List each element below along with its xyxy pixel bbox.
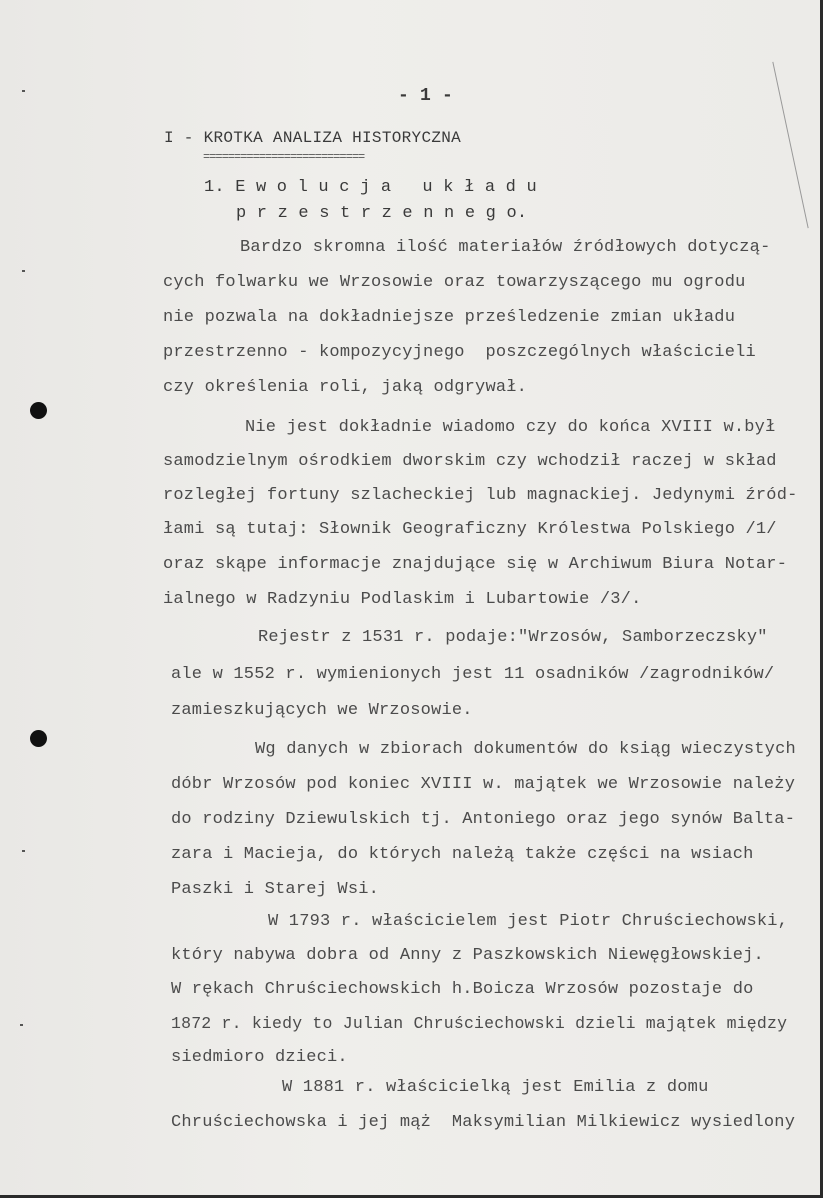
body-text-line: ale w 1552 r. wymienionych jest 11 osadników /zagrodników/ (171, 665, 775, 684)
body-text-line: Bardzo skromna ilość materiałów źródłowych dotyczą- (240, 238, 771, 257)
body-text-line: który nabywa dobra od Anny z Paszkowskich Niewęgłowskiej. (171, 946, 764, 965)
binder-hole-top (30, 402, 47, 419)
body-text-line: 1872 r. kiedy to Julian Chruściechowski dzieli majątek między (171, 1014, 788, 1033)
margin-mark (22, 850, 25, 852)
body-text-line: nie pozwala na dokładniejsze prześledzenie zmian układu (163, 308, 736, 327)
margin-mark (20, 1024, 23, 1026)
body-text-line: zamieszkujących we Wrzosowie. (171, 701, 473, 720)
body-text-line: Nie jest dokładnie wiadomo czy do końca XVIII w.był (245, 418, 776, 437)
body-text-line: W rękach Chruściechowskich h.Boicza Wrzosów pozostaje do (171, 980, 754, 999)
body-text-line: zara i Macieja, do których należą także części na wsiach (171, 845, 754, 864)
body-text-line: W 1881 r. właścicielką jest Emilia z domu (282, 1078, 709, 1097)
body-text-line: samodzielnym ośrodkiem dworskim czy wchodził raczej w skład (163, 452, 777, 471)
body-text-line: przestrzenno - kompozycyjnego poszczególnych właścicieli (163, 343, 756, 362)
binder-hole-bottom (30, 730, 47, 747)
body-text-line: ialnego w Radzyniu Podlaskim i Lubartowie /3/. (163, 590, 642, 609)
body-text-line: do rodziny Dziewulskich tj. Antoniego oraz jego synów Balta- (171, 810, 796, 829)
body-text-line: Paszki i Starej Wsi. (171, 880, 380, 899)
body-text-line: rozległej fortuny szlacheckiej lub magnackiej. Jedynymi źród- (163, 486, 798, 505)
body-text-line: cych folwarku we Wrzosowie oraz towarzyszącego mu ogrodu (163, 273, 746, 292)
body-text-line: Chruściechowska i jej mąż Maksymilian Milkiewicz wysiedlony (171, 1113, 796, 1132)
margin-mark (22, 90, 25, 92)
body-text-line: czy określenia roli, jaką odgrywał. (163, 378, 528, 397)
body-text-line: siedmioro dzieci. (171, 1048, 348, 1067)
margin-mark (22, 270, 25, 272)
body-text-line: łami są tutaj: Słownik Geograficzny Królestwa Polskiego /1/ (163, 520, 777, 539)
page-number: - 1 - (398, 86, 454, 106)
heading-underline: ========================== (203, 150, 365, 164)
body-text-line: W 1793 r. właścicielem jest Piotr Chruściechowski, (268, 912, 789, 931)
subsection-title-line-1: 1. E w o l u c j a u k ł a d u (204, 178, 537, 197)
subsection-title-line-2: p r z e s t r z e n n e g o. (236, 204, 528, 223)
body-text-line: dóbr Wrzosów pod koniec XVIII w. majątek we Wrzosowie należy (171, 775, 796, 794)
section-heading: I - KROTKA ANALIZA HISTORYCZNA (164, 129, 462, 147)
body-text-line: Rejestr z 1531 r. podaje:"Wrzosów, Samborzeczsky" (258, 628, 768, 647)
paper-crease (772, 62, 808, 228)
body-text-line: oraz skąpe informacje znajdujące się w Archiwum Biura Notar- (163, 555, 788, 574)
body-text-line: Wg danych w zbiorach dokumentów do ksiąg wieczystych (255, 740, 796, 759)
